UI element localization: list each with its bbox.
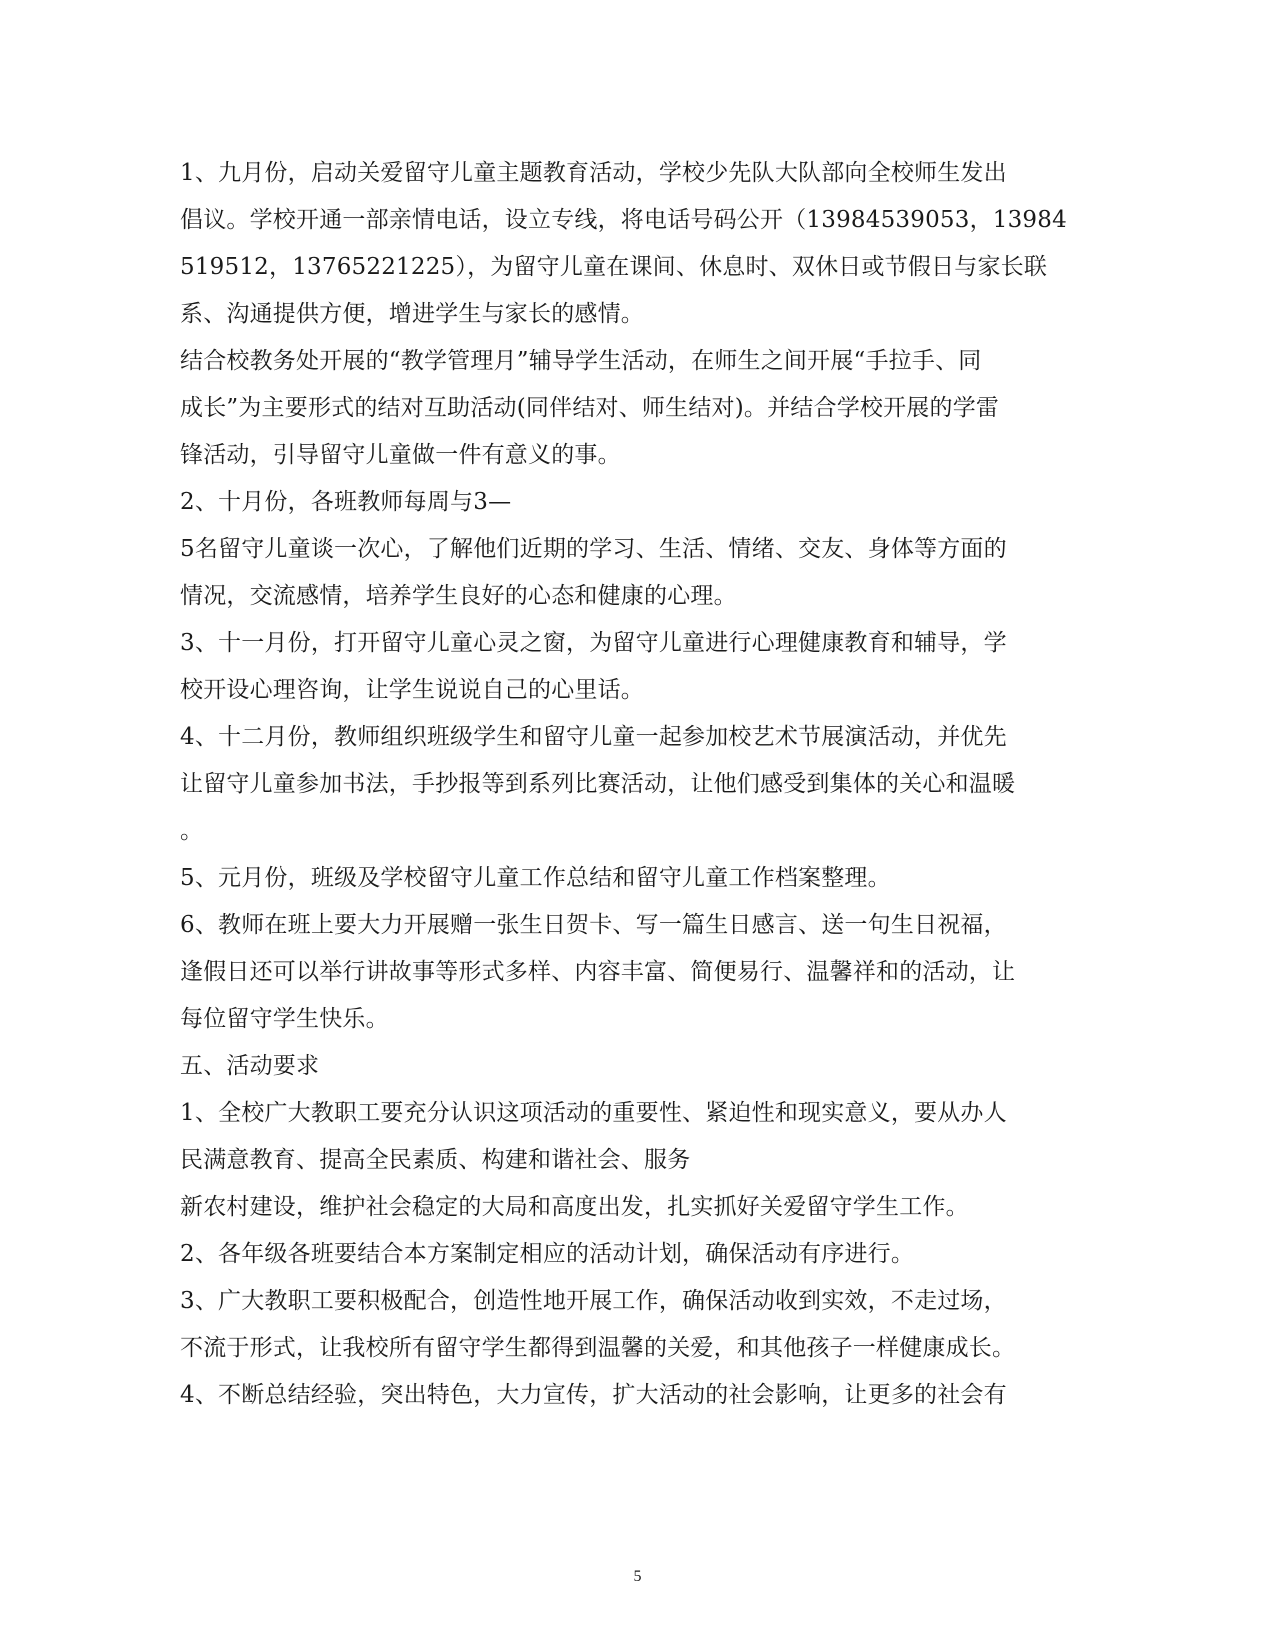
text-line: 3、广大教职工要积极配合，创造性地开展工作，确保活动收到实效，不走过场， (180, 1288, 1007, 1314)
text-line: 校开设心理咨询，让学生说说自己的心里话。 (180, 677, 644, 703)
text-line: 成长”为主要形式的结对互助活动(同伴结对、师生结对)。并结合学校开展的学雷 (180, 395, 1000, 421)
text-line: 让留守儿童参加书法，手抄报等到系列比赛活动，让他们感受到集体的关心和温暖 (180, 771, 1016, 797)
text-line: 6、教师在班上要大力开展赠一张生日贺卡、写一篇生日感言、送一句生日祝福， (180, 912, 1007, 938)
body-text (180, 150, 1067, 1419)
text-line: 1、全校广大教职工要充分认识这项活动的重要性、紧迫性和现实意义，要从办人 (180, 1100, 1007, 1126)
text-line: 2、十月份，各班教师每周与3— (180, 489, 512, 515)
text-line: 519512，13765221225），为留守儿童在课间、休息时、双休日或节假日与家长联 (180, 254, 1048, 280)
text-line: 每位留守学生快乐。 (180, 1006, 389, 1032)
text-line: 5名留守儿童谈一次心，了解他们近期的学习、生活、情绪、交友、身体等方面的 (180, 536, 1007, 562)
page-number: 5 (633, 1568, 642, 1585)
text-line: 倡议。学校开通一部亲情电话，设立专线，将电话号码公开（13984539053，13984 (180, 207, 1067, 233)
text-line: 新农村建设，维护社会稳定的大局和高度出发，扎实抓好关爱留守学生工作。 (180, 1194, 969, 1220)
text-line: 5、元月份，班级及学校留守儿童工作总结和留守儿童工作档案整理。 (180, 865, 891, 891)
text-line: 民满意教育、提高全民素质、构建和谐社会、服务 (180, 1147, 691, 1173)
text-line: 结合校教务处开展的“教学管理月”辅导学生活动，在师生之间开展“手拉手、同 (180, 348, 982, 374)
section-heading: 五、活动要求 (180, 1053, 320, 1079)
text-line: 逢假日还可以举行讲故事等形式多样、内容丰富、简便易行、温馨祥和的活动，让 (180, 959, 1016, 985)
text-line: 3、十一月份，打开留守儿童心灵之窗，为留守儿童进行心理健康教育和辅导，学 (180, 630, 1007, 656)
text-line: 2、各年级各班要结合本方案制定相应的活动计划，确保活动有序进行。 (180, 1241, 915, 1267)
text-line: 系、沟通提供方便，增进学生与家长的感情。 (180, 301, 644, 327)
text-line: 1、九月份，启动关爱留守儿童主题教育活动，学校少先队大队部向全校师生发出 (180, 160, 1007, 186)
text-line: 情况，交流感情，培养学生良好的心态和健康的心理。 (180, 583, 737, 609)
text-line: 。 (180, 818, 204, 844)
text-line: 4、不断总结经验，突出特色，大力宣传，扩大活动的社会影响，让更多的社会有 (180, 1382, 1007, 1408)
text-line: 4、十二月份，教师组织班级学生和留守儿童一起参加校艺术节展演活动，并优先 (180, 724, 1007, 750)
text-line: 不流于形式，让我校所有留守学生都得到温馨的关爱，和其他孩子一样健康成长。 (180, 1335, 1016, 1361)
text-line: 锋活动，引导留守儿童做一件有意义的事。 (180, 442, 621, 468)
